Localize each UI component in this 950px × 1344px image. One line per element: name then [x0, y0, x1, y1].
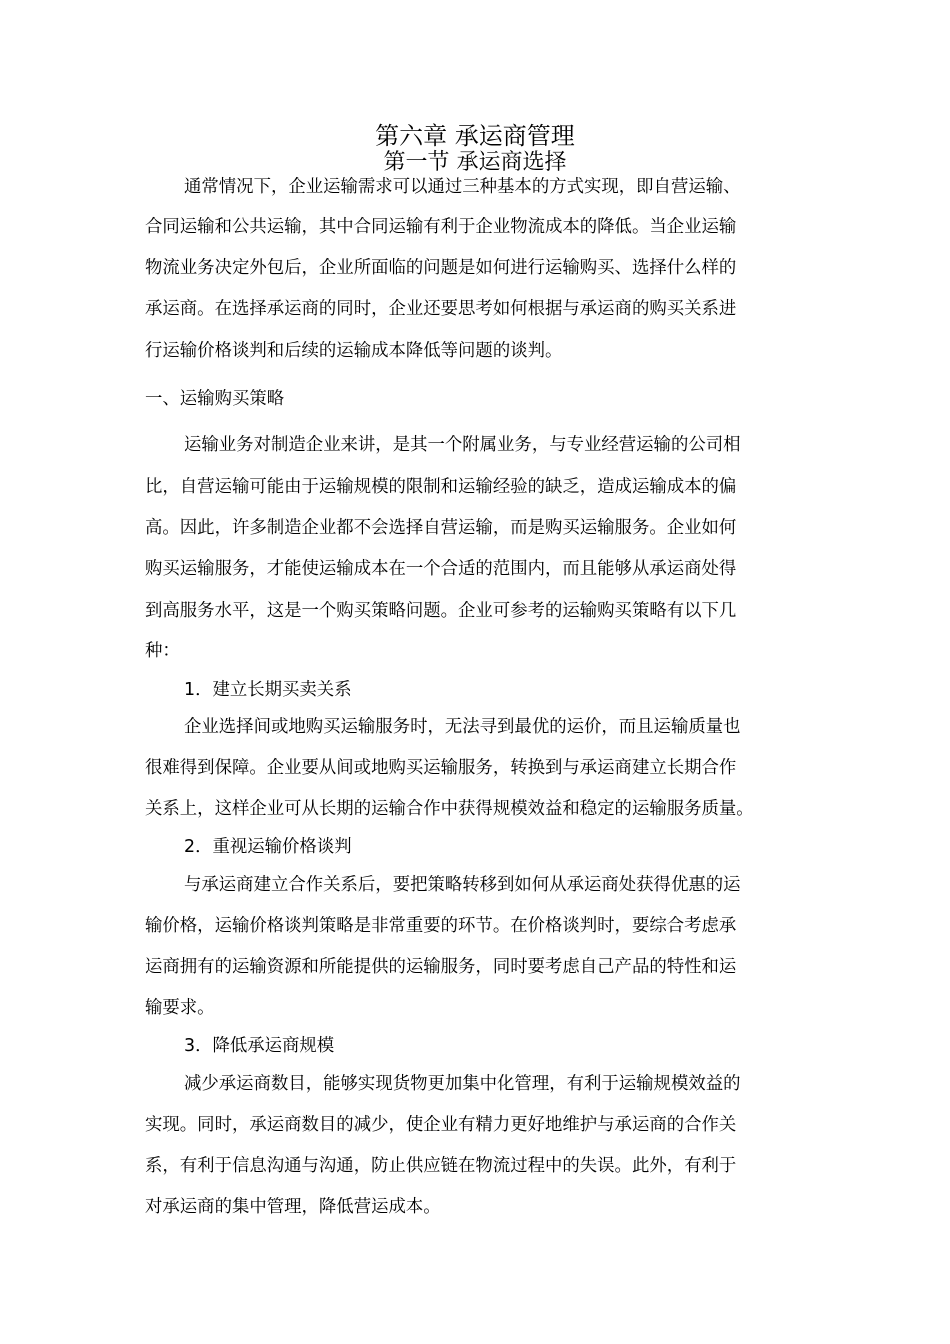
section1-line-6: 种：	[145, 641, 180, 661]
section1-line-2: 比，自营运输可能由于运输规模的限制和运输经验的缺乏，造成运输成本的偏	[145, 477, 737, 497]
chapter-title: 第六章 承运商管理	[375, 122, 575, 150]
intro-line-5: 行运输价格谈判和后续的运输成本降低等问题的谈判。	[145, 341, 563, 361]
item2-line-3: 运商拥有的运输资源和所能提供的运输服务，同时要考虑自己产品的特性和运	[145, 957, 737, 977]
item2-heading: 2．重视运输价格谈判	[184, 837, 352, 857]
item3-line-2: 实现。同时，承运商数目的减少，使企业有精力更好地维护与承运商的合作关	[145, 1115, 737, 1135]
section1-line-1: 运输业务对制造企业来讲，是其一个附属业务，与专业经营运输的公司相	[184, 435, 741, 455]
item1-heading: 1．建立长期买卖关系	[184, 680, 352, 700]
item3-line-4: 对承运商的集中管理，降低营运成本。	[145, 1197, 441, 1217]
item1-line-2: 很难得到保障。企业要从间或地购买运输服务，转换到与承运商建立长期合作	[145, 758, 737, 778]
item2-line-2: 输价格，运输价格谈判策略是非常重要的环节。在价格谈判时，要综合考虑承	[145, 916, 737, 936]
item2-line-4: 输要求。	[145, 998, 215, 1018]
item1-line-1: 企业选择间或地购买运输服务时，无法寻到最优的运价，而且运输质量也	[184, 717, 741, 737]
item3-line-3: 系，有利于信息沟通与沟通，防止供应链在物流过程中的失误。此外，有利于	[145, 1156, 737, 1176]
item2-line-1: 与承运商建立合作关系后，要把策略转移到如何从承运商处获得优惠的运	[184, 875, 741, 895]
item3-heading: 3．降低承运商规模	[184, 1036, 335, 1056]
section1-line-4: 购买运输服务，才能使运输成本在一个合适的范围内，而且能够从承运商处得	[145, 559, 737, 579]
section1-line-3: 高。因此，许多制造企业都不会选择自营运输，而是购买运输服务。企业如何	[145, 518, 737, 538]
intro-line-4: 承运商。在选择承运商的同时，企业还要思考如何根据与承运商的购买关系进	[145, 299, 737, 319]
intro-line-1: 通常情况下，企业运输需求可以通过三种基本的方式实现，即自营运输、	[184, 177, 741, 197]
section1-line-5: 到高服务水平，这是一个购买策略问题。企业可参考的运输购买策略有以下几	[145, 601, 737, 621]
section-heading-purchase-strategy: 一、运输购买策略	[145, 389, 285, 409]
item3-line-1: 减少承运商数目，能够实现货物更加集中化管理，有利于运输规模效益的	[184, 1074, 741, 1094]
section-title: 第一节 承运商选择	[383, 150, 567, 175]
item1-line-3: 关系上，这样企业可从长期的运输合作中获得规模效益和稳定的运输服务质量。	[145, 799, 754, 819]
intro-line-2: 合同运输和公共运输，其中合同运输有利于企业物流成本的降低。当企业运输	[145, 217, 737, 237]
intro-line-3: 物流业务决定外包后，企业所面临的问题是如何进行运输购买、选择什么样的	[145, 258, 737, 278]
